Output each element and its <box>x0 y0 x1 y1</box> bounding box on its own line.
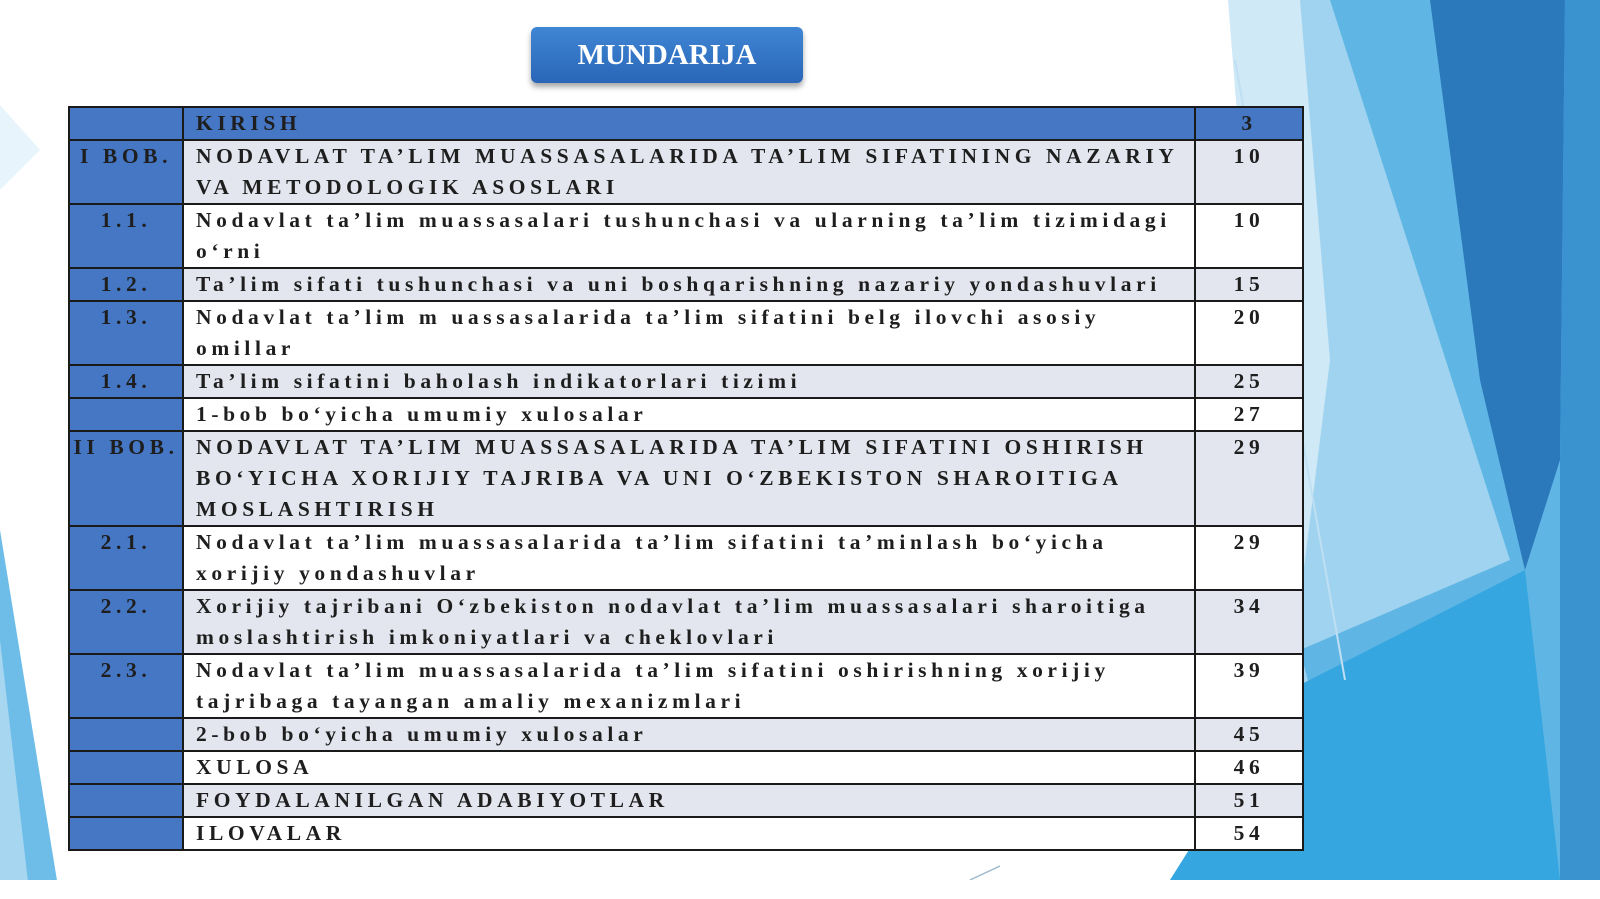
toc-row-page: 46 <box>1195 751 1303 784</box>
toc-row-title: 1-bob bo‘yicha umumiy xulosalar <box>183 398 1195 431</box>
toc-row-number: II BOB. <box>69 431 183 526</box>
toc-row <box>69 268 1303 301</box>
bg-bottom-band <box>0 880 1600 899</box>
table-of-contents <box>68 106 1304 851</box>
toc-row-page: 15 <box>1195 268 1303 301</box>
toc-row-title: Ta’lim sifatini baholash indikatorlari tizimi <box>183 365 1195 398</box>
toc-row <box>69 204 1303 268</box>
toc-row-title: Nodavlat ta’lim muassasalari tushunchasi va ularning ta’lim tizimidagi o‘rni <box>183 204 1195 268</box>
toc-row-title: Ta’lim sifati tushunchasi va uni boshqarishning nazariy yondashuvlari <box>183 268 1195 301</box>
toc-row-title: Nodavlat ta’lim muassasalarida ta’lim sifatini ta’minlash bo‘yicha xorijiy yondashuvlar <box>183 526 1195 590</box>
bg-thin-line-2 <box>970 866 1000 880</box>
toc-row-page: 27 <box>1195 398 1303 431</box>
toc-row-title: NODAVLAT TA’LIM MUASSASALARIDA TA’LIM SIFATINI OSHIRISH BO‘YICHA XORIJIY TAJRIBA VA UNI O‘ZBEKISTON SHAROITIGA MOSLASHTIRISH <box>183 431 1195 526</box>
toc-row-title: Nodavlat ta’lim m uassasalarida ta’lim sifatini belg ilovchi asosiy omillar <box>183 301 1195 365</box>
toc-row-number <box>69 751 183 784</box>
toc-row-title: 2-bob bo‘yicha umumiy xulosalar <box>183 718 1195 751</box>
toc-row <box>69 654 1303 718</box>
toc-row-title: NODAVLAT TA’LIM MUASSASALARIDA TA’LIM SIFATINING NAZARIY VA METODOLOGIK ASOSLARI <box>183 140 1195 204</box>
toc-row-number: 1.2. <box>69 268 183 301</box>
toc-row-number <box>69 817 183 850</box>
toc-row-page: 10 <box>1195 204 1303 268</box>
toc-row-title: XULOSA <box>183 751 1195 784</box>
toc-row <box>69 140 1303 204</box>
toc-row-page: 10 <box>1195 140 1303 204</box>
bg-shape-deep-right <box>1560 0 1600 880</box>
toc-row-number <box>69 784 183 817</box>
toc-row-title: ILOVALAR <box>183 817 1195 850</box>
toc-row-title: FOYDALANILGAN ADABIYOTLAR <box>183 784 1195 817</box>
toc-row-page: 34 <box>1195 590 1303 654</box>
toc-row <box>69 751 1303 784</box>
toc-row-number: 2.1. <box>69 526 183 590</box>
toc-row <box>69 365 1303 398</box>
toc-row-number: 2.3. <box>69 654 183 718</box>
toc-row-number <box>69 718 183 751</box>
toc-row <box>69 301 1303 365</box>
toc-row-number: 1.4. <box>69 365 183 398</box>
toc-row-page: 29 <box>1195 431 1303 526</box>
toc-row <box>69 431 1303 526</box>
toc-row-number: 2.2. <box>69 590 183 654</box>
toc-row <box>69 526 1303 590</box>
toc-row-number: I BOB. <box>69 140 183 204</box>
toc-row-page: 54 <box>1195 817 1303 850</box>
toc-row <box>69 718 1303 751</box>
toc-row <box>69 817 1303 850</box>
toc-row-number: 1.3. <box>69 301 183 365</box>
toc-row-page: 20 <box>1195 301 1303 365</box>
toc-row-title: Xorijiy tajribani O‘zbekiston nodavlat ta’lim muassasalari sharoitiga moslashtirish imkoniyatlari va cheklovlari <box>183 590 1195 654</box>
toc-row-page: 45 <box>1195 718 1303 751</box>
toc-row-page: 3 <box>1195 107 1303 140</box>
bg-shape-left-top <box>0 105 40 190</box>
contents-title-button: MUNDARIJA <box>531 27 803 83</box>
toc-row-title: KIRISH <box>183 107 1195 140</box>
toc-row-page: 51 <box>1195 784 1303 817</box>
toc-row-page: 29 <box>1195 526 1303 590</box>
toc-row <box>69 784 1303 817</box>
toc-row-page: 25 <box>1195 365 1303 398</box>
toc-row-number: 1.1. <box>69 204 183 268</box>
toc-row-number <box>69 398 183 431</box>
toc-row <box>69 590 1303 654</box>
toc-row-number <box>69 107 183 140</box>
toc-row <box>69 107 1303 140</box>
toc-row-page: 39 <box>1195 654 1303 718</box>
toc-row <box>69 398 1303 431</box>
toc-row-title: Nodavlat ta’lim muassasalarida ta’lim sifatini oshirishning xorijiy tajribaga tayangan amaliy mexanizmlari <box>183 654 1195 718</box>
